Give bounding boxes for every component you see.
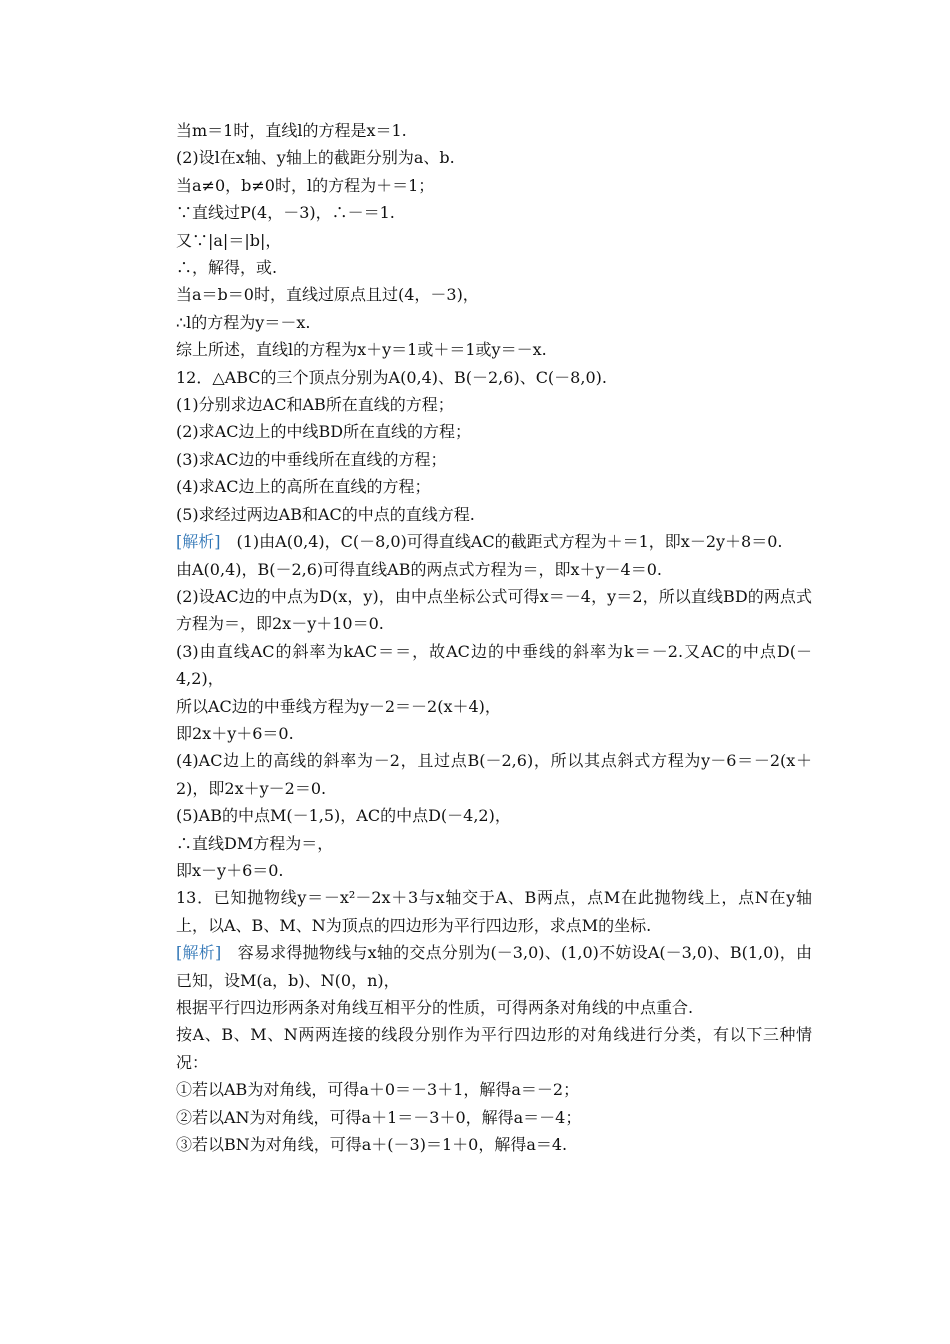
text-line: ∴l的方程为y＝－x. [176, 312, 311, 332]
text-line: (5)AB的中点M(－1,5)，AC的中点D(－4,2)， [176, 806, 511, 826]
question-12-part-3: (3)求AC边的中垂线所在直线的方程； [176, 449, 447, 469]
solution-tag: [解析] [176, 943, 222, 963]
text-line: (3)由直线AC的斜率为kAC＝＝，故AC边的中垂线的斜率为k＝－2.又AC的中点D(－4,2)， [176, 641, 812, 689]
text-line: 即2x＋y＋6＝0. [176, 723, 294, 743]
text-line: 当a＝b＝0时，直线过原点且过(4，－3)， [176, 285, 479, 305]
case-item-3: ③若以BN为对角线，可得a＋(－3)＝1＋0，解得a＝4. [176, 1135, 568, 1155]
question-12-part-4: (4)求AC边上的高所在直线的方程； [176, 477, 431, 497]
question-12-part-5: (5)求经过两边AB和AC的中点的直线方程. [176, 504, 475, 524]
document-body [144, 117, 812, 1158]
case-item-2: ②若以AN为对角线，可得a＋1＝－3＋0，解得a＝－4； [176, 1107, 582, 1127]
solution-text: (1)由A(0,4)，C(－8,0)可得直线AC的截距式方程为＋＝1，即x－2y＋8＝0. [220, 532, 783, 552]
text-line: 当m＝1时，直线l的方程是x＝1. [176, 121, 407, 140]
question-12-stem: 12．△ABC的三个顶点分别为A(0,4)、B(－2,6)、C(－8,0). [176, 367, 607, 387]
question-12-part-1: (1)分别求边AC和AB所在直线的方程； [176, 395, 454, 415]
text-line: 按A、B、M、N两两连接的线段分别作为平行四边形的对角线进行分类，有以下三种情况： [176, 1025, 812, 1072]
question-13-stem: 13．已知抛物线y＝－x²－2x＋3与x轴交于A、B两点，点M在此抛物线上，点N在y轴上，以A、B、M、N为顶点的四边形为平行四边形，求点M的坐标. [176, 888, 812, 935]
text-line: ∴，解得，或. [176, 258, 278, 278]
text-line: 所以AC边的中垂线方程为y－2＝－2(x＋4)， [176, 696, 501, 716]
solution-paragraph [144, 528, 812, 555]
solution-tag: [解析] [176, 532, 221, 552]
text-line: ∵直线过P(4，－3)，∴－＝1. [176, 203, 395, 223]
text-line: (4)AC边上的高线的斜率为－2，且过点B(－2,6)，所以其点斜式方程为y－6＝－2(x＋2)，即2x＋y－2＝0. [176, 751, 812, 798]
text-line: 当a≠0，b≠0时，l的方程为＋＝1； [176, 175, 435, 195]
text-line: 又∵|a|＝|b|， [176, 230, 282, 250]
text-line: (2)设l在x轴、y轴上的截距分别为a、b. [176, 148, 455, 168]
case-item-1: ①若以AB为对角线，可得a＋0＝－3＋1，解得a＝－2； [176, 1080, 580, 1100]
text-line: 由A(0,4)，B(－2,6)可得直线AB的两点式方程为＝，即x＋y－4＝0. [176, 559, 662, 579]
text-line: ∴直线DM方程为＝， [176, 833, 334, 853]
question-12-part-2: (2)求AC边上的中线BD所在直线的方程； [176, 422, 472, 442]
text-line: 即x－y＋6＝0. [176, 860, 284, 880]
text-line: 根据平行四边形两条对角线互相平分的性质，可得两条对角线的中点重合. [176, 998, 694, 1017]
solution-paragraph [144, 939, 812, 994]
text-line: 综上所述，直线l的方程为x＋y＝1或＋＝1或y＝－x. [176, 340, 547, 360]
text-line: (2)设AC边的中点为D(x，y)，由中点坐标公式可得x＝－4，y＝2，所以直线BD的两点式方程为＝，即2x－y＋10＝0. [176, 586, 812, 634]
solution-text: 容易求得抛物线与x轴的交点分别为(－3,0)、(1,0)不妨设A(－3,0)、B(1,0)，由已知，设M(a，b)、N(0，n)， [176, 943, 812, 990]
